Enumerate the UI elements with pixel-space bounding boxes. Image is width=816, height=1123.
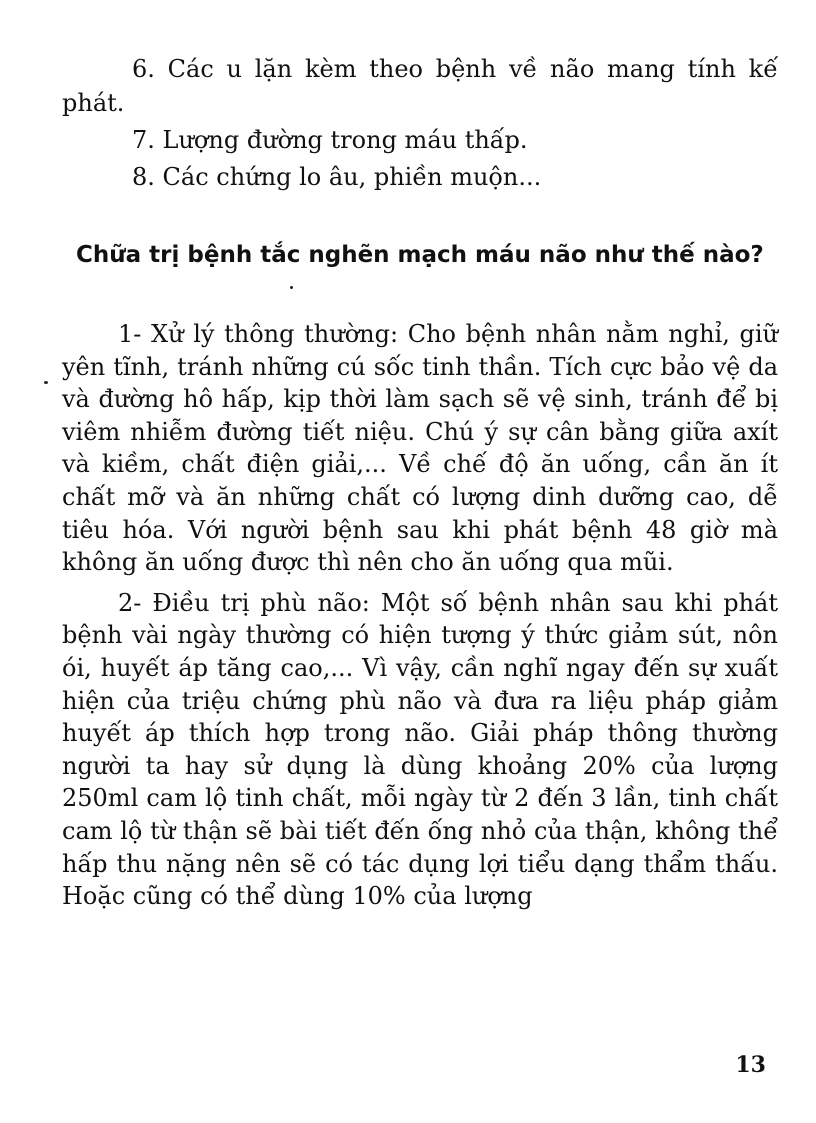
section-heading: Chữa trị bệnh tắc nghẽn mạch máu não như thế nào? (76, 242, 764, 268)
list-item: 8. Các chứng lo âu, phiền muộn... (132, 163, 542, 191)
paragraph-general-treatment: 1- Xử lý thông thường: Cho bệnh nhân nằm nghỉ, giữ yên tĩnh, tránh những cú sốc tinh thần. Tích cực bảo vệ da và đường hô hấp, kịp thời làm sạch sẽ vệ sinh, tránh để bị viêm nhiễm đường tiết niệu. Chú ý sự cân bằng giữa axít và kiềm, chất điện giải,... Về chế độ ăn uống, cần ăn ít chất mỡ và ăn những chất có lượng dinh dưỡng cao, dễ tiêu hóa. Với người bệnh sau khi phát bệnh 48 giờ mà không ăn uống được thì nên cho ăn uống qua mũi. (62, 320, 778, 577)
paragraph-brain-edema-treatment: 2- Điều trị phù não: Một số bệnh nhân sau khi phát bệnh vài ngày thường có hiện tượng ý thức giảm sút, nôn ói, huyết áp tăng cao,... Vì vậy, cần nghĩ ngay đến sự xuất hiện của triệu chứng phù não và đưa ra liệu pháp giảm huyết áp thích hợp trong não. Giải pháp thông thường người ta hay sử dụng là dùng khoảng 20% của lượng 250ml cam lộ tinh chất, mỗi ngày từ 2 đến 3 lần, tinh chất cam lộ từ thận sẽ bài tiết đến ống nhỏ của thận, không thể hấp thu nặng nên sẽ có tác dụng lợi tiểu dạng thẩm thấu. Hoặc cũng có thể dùng 10% của lượng (62, 588, 778, 911)
list-item: 7. Lượng đường trong máu thấp. (132, 126, 528, 154)
scan-speck (44, 381, 48, 384)
list-item: 6. Các u lặn kèm theo bệnh về não mang tính kế phát. (62, 55, 778, 117)
cause-list (62, 52, 778, 194)
page-number: 13 (735, 1052, 766, 1078)
scan-speck (290, 286, 293, 289)
body-text (62, 318, 778, 913)
